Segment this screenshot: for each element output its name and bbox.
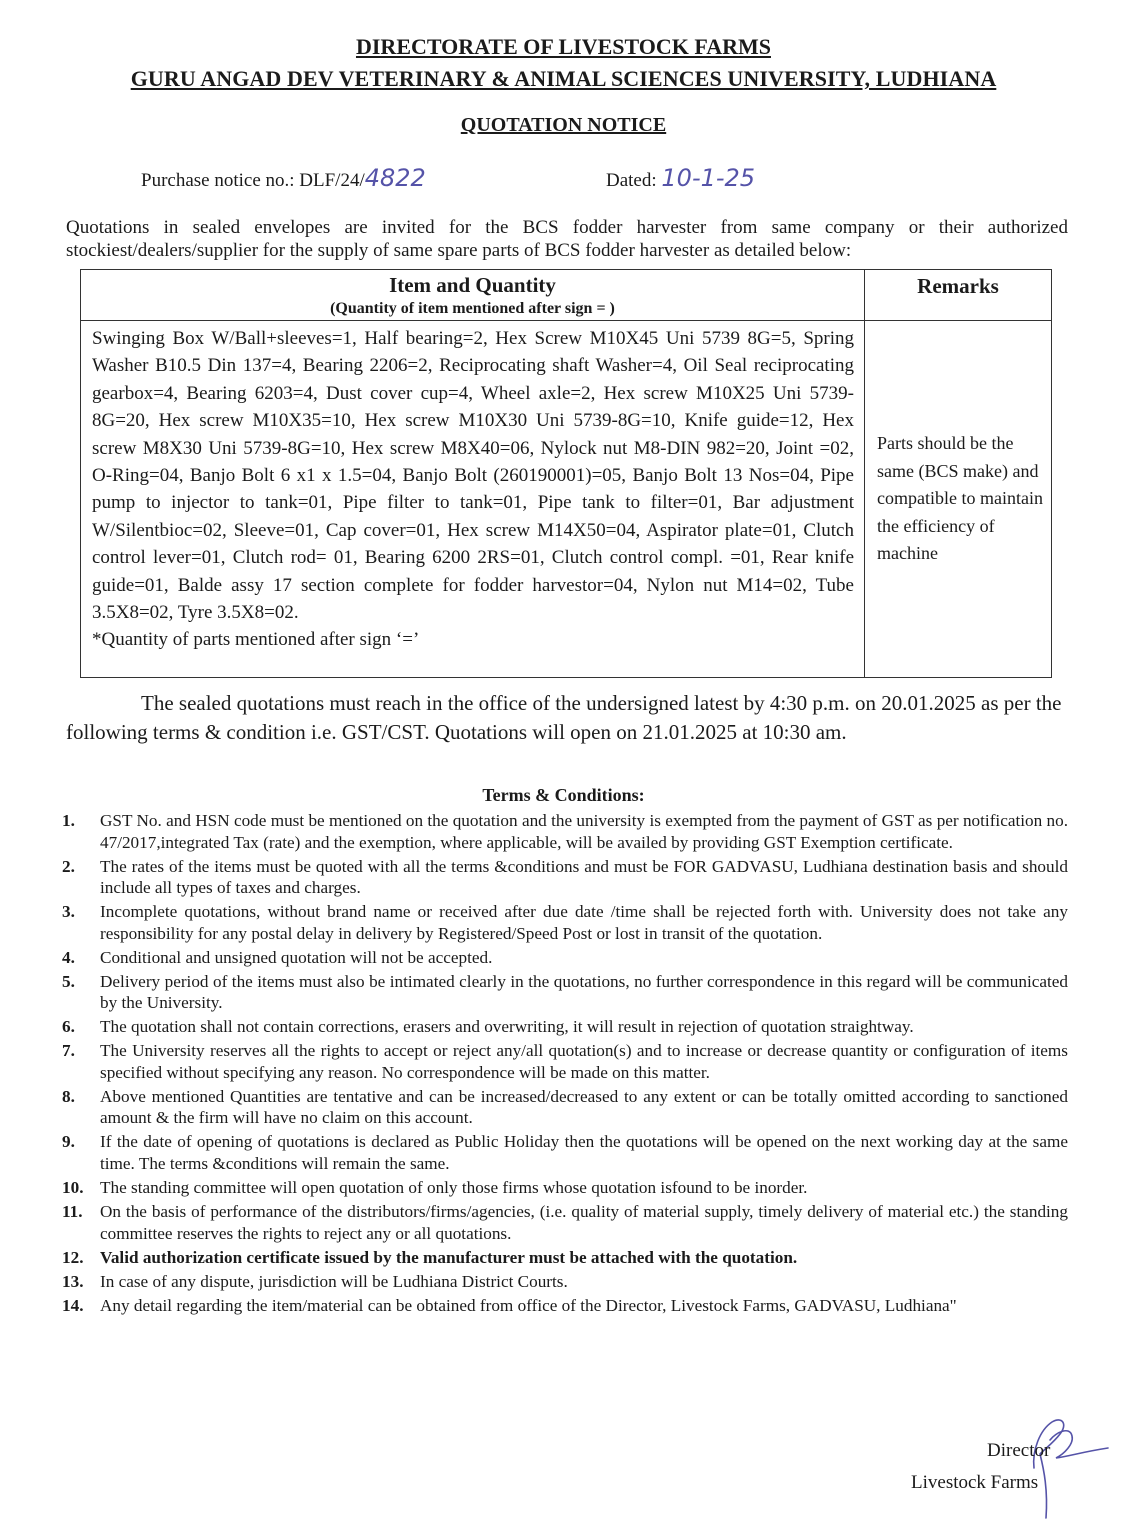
notice-title: QUOTATION NOTICE <box>460 114 667 136</box>
term-text: Delivery period of the items must also be intimated clearly in the quotations, no further correspondence in this regard will be communicated by the University. <box>100 971 1068 1013</box>
term-number: 13. <box>62 1271 84 1291</box>
list-item <box>62 1016 1068 1038</box>
signatory-office: Livestock Farms <box>911 1472 1039 1493</box>
list-item <box>62 1086 1068 1129</box>
notice-date <box>606 164 755 192</box>
quantity-note: *Quantity of parts mentioned after sign ‘=’ <box>92 629 420 651</box>
handwritten-notice-number: 4822 <box>364 164 426 192</box>
list-item <box>62 1177 1068 1199</box>
term-number: 3. <box>62 902 75 922</box>
term-number: 8. <box>62 1086 75 1106</box>
signatory-title: Director <box>987 1440 1051 1461</box>
terms-title: Terms & Conditions: <box>482 785 645 805</box>
term-number: 11. <box>62 1202 83 1221</box>
handwritten-signature <box>1010 1410 1120 1520</box>
term-number: 2. <box>62 856 75 876</box>
purchase-notice-number <box>141 164 426 192</box>
item-quantity-header <box>81 270 865 321</box>
term-number: 1. <box>62 811 75 830</box>
term-number: 6. <box>62 1017 75 1037</box>
list-item <box>62 901 1068 944</box>
university-heading: GURU ANGAD DEV VETERINARY & ANIMAL SCIENCES UNIVERSITY, LUDHIANA <box>130 66 997 91</box>
items-list-cell <box>81 321 865 678</box>
list-item <box>62 1295 1068 1317</box>
term-text: If the date of opening of quotations is declared as Public Holiday then the quotations will be opened on the next working day at the same time. The terms &conditions will remain the same. <box>100 1132 1068 1174</box>
table-header-row <box>81 270 1052 321</box>
list-item <box>62 947 1068 969</box>
terms-list <box>62 810 1068 1319</box>
list-item <box>62 1201 1068 1244</box>
table-row <box>81 321 1052 678</box>
item-quantity-subtitle: (Quantity of item mentioned after sign = ) <box>330 300 615 317</box>
term-text: In case of any dispute, jurisdiction will be Ludhiana District Courts. <box>100 1271 568 1291</box>
term-text: Any detail regarding the item/material can be obtained from office of the Director, Livestock Farms, GADVASU, Ludhiana" <box>100 1295 957 1315</box>
term-text: On the basis of performance of the distributors/firms/agencies, (i.e. quality of material supply, timely delivery of material etc.) the standing committee reserves the rights to reject any or all quotations. <box>100 1202 1068 1243</box>
term-number: 5. <box>62 971 75 991</box>
deadline-paragraph: The sealed quotations must reach in the office of the undersigned latest by 4:30 p.m. on 20.01.2025 as per the following terms & condition i.e. GST/CST. Quotations will open on 21.01.2025 at 10:30 am. <box>66 691 1062 744</box>
handwritten-date: 10-1-25 <box>661 164 756 192</box>
term-number: 4. <box>62 947 75 967</box>
term-text: The rates of the items must be quoted with all the terms &conditions and must be FOR GADVASU, Ludhiana destination basis and should include all types of taxes and charges. <box>100 856 1068 898</box>
term-text: The quotation shall not contain corrections, erasers and overwriting, it will result in rejection of quotation straightway. <box>100 1017 914 1037</box>
term-number: 9. <box>62 1132 75 1152</box>
remarks-cell: Parts should be the same (BCS make) and compatible to maintain the efficiency of machine <box>865 321 1052 678</box>
term-text: Valid authorization certificate issued by the manufacturer must be attached with the quotation. <box>100 1247 798 1267</box>
list-item <box>62 971 1068 1014</box>
term-text: Above mentioned Quantities are tentative and can be increased/decreased to any extent or can be totally omitted according to sanctioned amount & the firm will have no claim on this account. <box>100 1086 1068 1128</box>
term-text: The University reserves all the rights to accept or reject any/all quotation(s) and to increase or decrease quantity or configuration of items specified without specifying any reason. No correspondence will be made on this matter. <box>100 1041 1068 1082</box>
term-text: Incomplete quotations, without brand name or received after due date /time shall be rejected forth with. University does not take any responsibility for any postal delay in delivery by Registered/Speed Post or lost in transit of the quotation. <box>100 902 1068 943</box>
list-item <box>62 1040 1068 1083</box>
list-item <box>62 810 1068 853</box>
date-label: Dated: <box>606 170 662 191</box>
item-quantity-title: Item and Quantity <box>389 273 556 297</box>
term-number: 10. <box>62 1178 84 1198</box>
term-text: Conditional and unsigned quotation will not be accepted. <box>100 947 493 967</box>
term-number: 7. <box>62 1041 75 1061</box>
items-list-text: Swinging Box W/Ball+sleeves=1, Half bearing=2, Hex Screw M10X45 Uni 5739 8G=5, Spring Washer B10.5 Din 137=4, Bearing 2206=2, Reciprocating shaft Washer=4, Oil Seal reciprocating gearbox=4, Bearing 6203=4, Dust cover cup=4, Wheel axle=2, Hex screw M10X25 Uni 5739-8G=20, Hex screw M10X35=10, Hex screw M10X30 Uni 5739-8G=10, Knife guide=12, Hex screw M8X30 Uni 5739-8G=10, Hex screw M8X40=06, Nylock nut M8-DIN 982=20, Joint =02, O-Ring=04, Banjo Bolt 6 x1 x 1.5=04, Banjo Bolt (260190001)=05, Banjo Bolt 13 Nos=04, Pipe pump to injector to tank=01, Pipe filter to tank=01, Pipe tank to filter=01, Bar adjustment W/Silentbioc=02, Sleeve=01, Cap cover=01, Hex screw M14X50=04, Aspirator plate=01, Clutch control lever=01, Clutch rod= 01, Bearing 6200 2RS=01, Clutch control compl. =01, Rear knife guide=01, Balde assy 17 section complete for fodder harvestor=04, Nylon nut M14=02, Tube 3.5X8=02, Tyre 3.5X8=02. <box>92 328 854 624</box>
list-item <box>62 1271 1068 1293</box>
term-text: The standing committee will open quotation of only those firms whose quotation isfound to be inorder. <box>100 1178 808 1198</box>
items-table <box>80 269 1052 678</box>
list-item <box>62 1131 1068 1174</box>
intro-paragraph: Quotations in sealed envelopes are invited for the BCS fodder harvester from same company or their authorized stockiest/dealers/supplier for the supply of same spare parts of BCS fodder harvester as detailed below: <box>66 217 1068 261</box>
list-item <box>62 856 1068 899</box>
remarks-header: Remarks <box>865 270 1052 321</box>
list-item <box>62 1247 1068 1269</box>
purchase-notice-label: Purchase notice no.: DLF/24/ <box>141 170 365 191</box>
directorate-heading: DIRECTORATE OF LIVESTOCK FARMS <box>355 34 771 59</box>
term-number: 12. <box>62 1247 84 1267</box>
term-number: 14. <box>62 1295 84 1315</box>
term-text: GST No. and HSN code must be mentioned on the quotation and the university is exempted from the payment of GST as per notification no. 47/2017,integrated Tax (rate) and the exemption, where applicable, will be availed by providing GST Exemption certificate. <box>100 811 1068 852</box>
